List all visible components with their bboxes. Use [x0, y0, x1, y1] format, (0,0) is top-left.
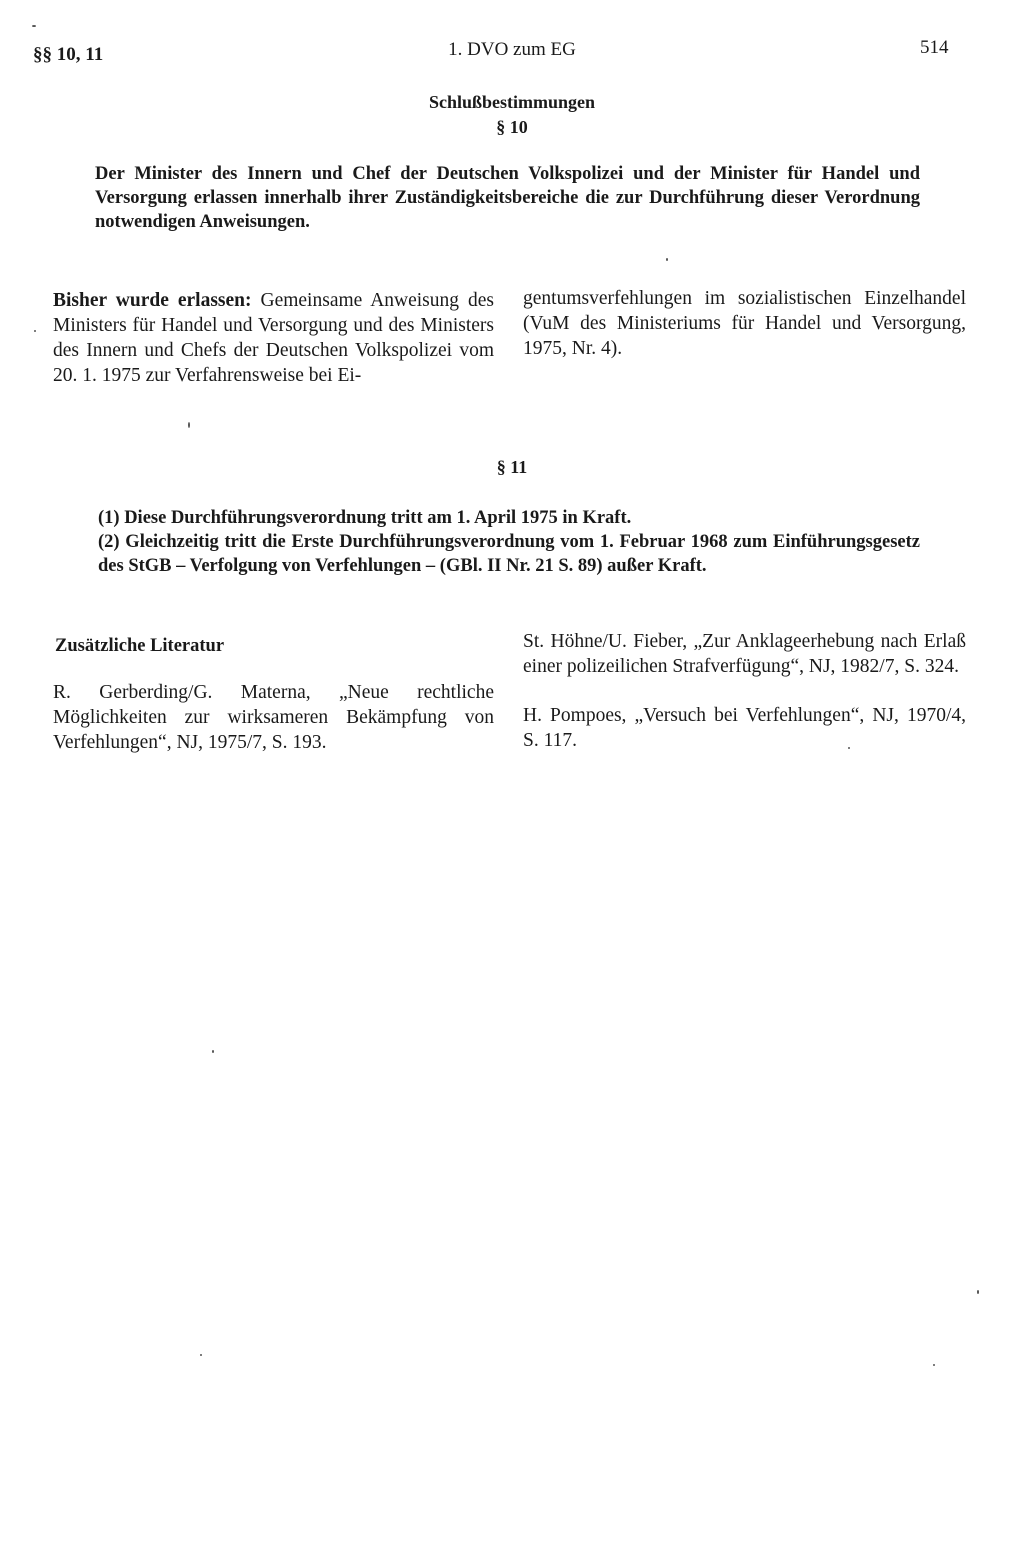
- literature-entry-right-1: St. Höhne/U. Fieber, „Zur Anklageerhebung nach Erlaß einer polizeilichen Strafverfügung“, NJ, 1982/7, S. 324.: [523, 631, 966, 677]
- paragraph-10-number: § 10: [496, 117, 528, 137]
- literature-heading: Zusätzliche Literatur: [55, 636, 225, 656]
- page-number: 514: [920, 37, 949, 58]
- note-left-column: [53, 288, 494, 388]
- scan-speck: [933, 1364, 935, 1366]
- paragraph-11-item-1: (1) Diese Durchführungsverordnung tritt am 1. April 1975 in Kraft.: [98, 508, 632, 528]
- scan-speck: [212, 1050, 214, 1053]
- scan-speck: [188, 422, 190, 428]
- running-header-title: 1. DVO zum EG: [448, 39, 576, 60]
- scan-speck: [977, 1290, 979, 1294]
- paragraph-11-item-2: (2) Gleichzeitig tritt die Erste Durchführungsverordnung vom 1. Februar 1968 zum Einführungsgesetz des StGB – Verfolgung von Verfehlungen – (GBl. II Nr. 21 S. 89) außer Kraft.: [98, 532, 920, 576]
- scan-speck: [848, 747, 850, 749]
- note-label: Bisher wurde erlassen:: [53, 290, 252, 311]
- paragraph-11-number: § 11: [496, 457, 528, 477]
- note-left-text: Gemeinsame Anweisung des Ministers für Handel und Versorgung und des Ministers des Innern und Chefs der Deutschen Volkspolizei vom 20. 1. 1975 zur Verfahrensweise bei Ei-: [53, 290, 494, 386]
- scan-speck: [32, 25, 36, 27]
- note-right-column: gentumsverfehlungen im sozialistischen Einzelhandel (VuM des Ministeriums für Handel und Versorgung, 1975, Nr. 4).: [523, 288, 966, 359]
- paragraph-10-text: Der Minister des Innern und Chef der Deutschen Volkspolizei und der Minister für Handel und Versorgung erlassen innerhalb ihrer Zuständigkeitsbereiche die zur Durchführung dieser Verordnung notwendigen Anweisungen.: [95, 164, 920, 232]
- scan-speck: [34, 330, 36, 332]
- literature-entry-left: R. Gerberding/G. Materna, „Neue rechtliche Möglichkeiten zur wirksameren Bekämpfung von Verfehlungen“, NJ, 1975/7, S. 193.: [53, 682, 494, 753]
- scan-speck: [666, 258, 668, 261]
- scan-speck: [200, 1354, 202, 1356]
- running-header-left: §§ 10, 11: [33, 44, 104, 65]
- literature-entry-right-2: H. Pompoes, „Versuch bei Verfehlungen“, NJ, 1970/4, S. 117.: [523, 705, 966, 751]
- section-heading: Schlußbestimmungen: [428, 92, 596, 112]
